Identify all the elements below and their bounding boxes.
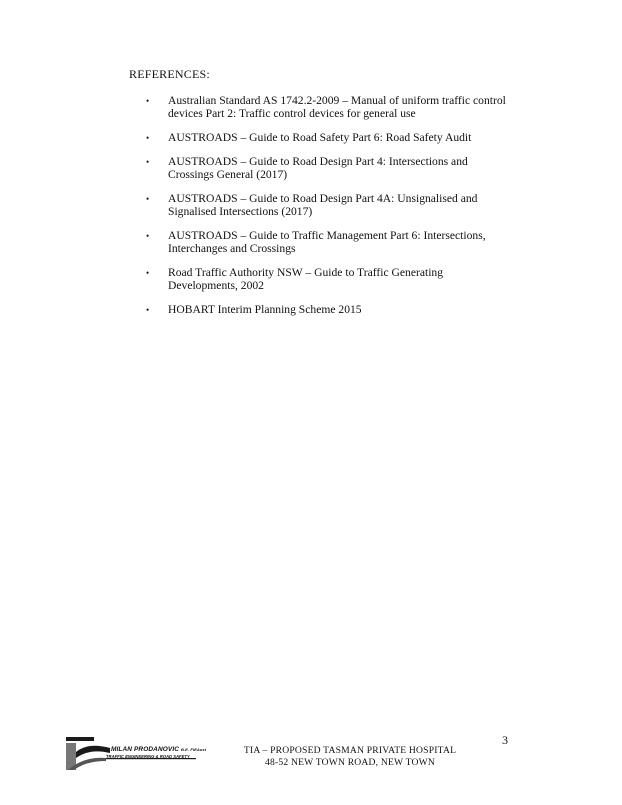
reference-line: HOBART Interim Planning Scheme 2015 [168, 303, 362, 316]
reference-item [146, 131, 526, 144]
reference-line: AUSTROADS – Guide to Road Design Part 4: Intersections and [168, 155, 468, 168]
reference-line: devices Part 2: Traffic control devices for general use [168, 107, 416, 120]
reference-item [146, 303, 526, 316]
reference-line: Road Traffic Authority NSW – Guide to Traffic Generating [168, 266, 444, 279]
reference-line: Crossings General (2017) [168, 168, 288, 181]
reference-line: AUSTROADS – Guide to Traffic Management Part 6: Intersections, [168, 229, 486, 242]
company-logo [66, 734, 216, 770]
reference-line: AUSTROADS – Guide to Road Safety Part 6: Road Safety Audit [168, 131, 472, 144]
reference-line: Interchanges and Crossings [168, 242, 296, 255]
bullet-icon: • [146, 231, 150, 241]
references-heading: REFERENCES: [129, 67, 210, 81]
bullet-icon: • [146, 268, 150, 278]
reference-item [146, 94, 526, 120]
footer-text [215, 745, 485, 769]
bullet-icon: • [146, 305, 150, 315]
references-list [146, 94, 526, 327]
reference-line: Developments, 2002 [168, 279, 264, 292]
logo-name: MILAN PRODANOVIC B.E. FIEAust [111, 746, 207, 753]
reference-item [146, 155, 526, 181]
reference-item [146, 266, 526, 292]
reference-item [146, 192, 526, 218]
footer-line-project: TIA – PROPOSED TASMAN PRIVATE HOSPITAL [243, 745, 457, 756]
bullet-icon: • [146, 96, 150, 106]
footer-line-address: 48-52 NEW TOWN ROAD, NEW TOWN [265, 757, 435, 768]
reference-line: AUSTROADS – Guide to Road Design Part 4A: Unsignalised and [168, 192, 478, 205]
bullet-icon: • [146, 194, 150, 204]
bullet-icon: • [146, 133, 150, 143]
reference-item [146, 229, 526, 255]
bullet-icon: • [146, 157, 150, 167]
page-number: 3 [502, 733, 508, 747]
logo-tagline: TRAFFIC ENGINEERING & ROAD SAFETY [106, 754, 190, 759]
reference-line: Signalised Intersections (2017) [168, 205, 313, 218]
reference-line: Australian Standard AS 1742.2-2009 – Manual of uniform traffic control [168, 94, 506, 107]
